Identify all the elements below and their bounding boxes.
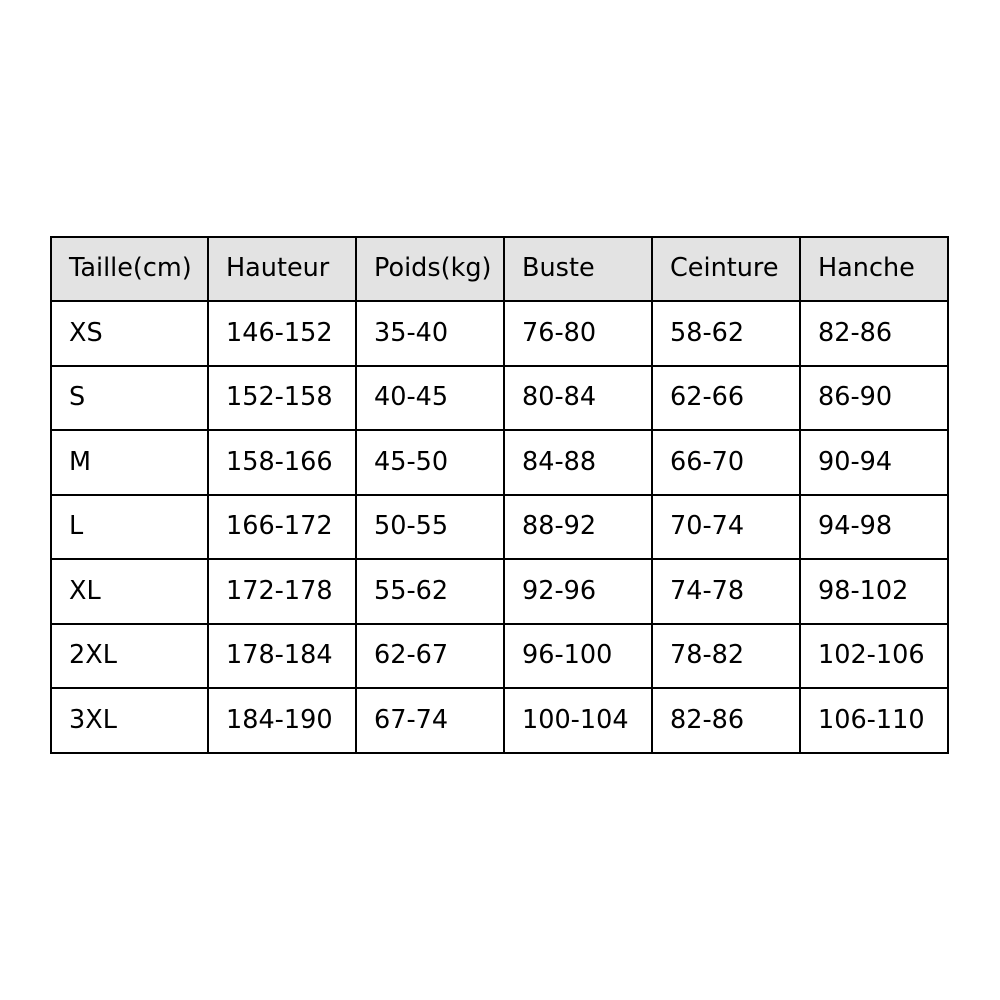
cell-ceinture: 78-82 [652, 624, 800, 689]
table-row [51, 495, 948, 560]
cell-ceinture: 58-62 [652, 301, 800, 366]
cell-hauteur: 146-152 [208, 301, 356, 366]
cell-size: L [51, 495, 208, 560]
column-header-hanche: Hanche [800, 237, 948, 301]
cell-size: 2XL [51, 624, 208, 689]
cell-hanche: 82-86 [800, 301, 948, 366]
table-row [51, 301, 948, 366]
column-header-hauteur: Hauteur [208, 237, 356, 301]
cell-poids: 35-40 [356, 301, 504, 366]
cell-poids: 62-67 [356, 624, 504, 689]
column-header-ceinture: Ceinture [652, 237, 800, 301]
cell-buste: 84-88 [504, 430, 652, 495]
cell-ceinture: 74-78 [652, 559, 800, 624]
cell-poids: 45-50 [356, 430, 504, 495]
cell-buste: 88-92 [504, 495, 652, 560]
header-row [51, 237, 948, 301]
cell-poids: 55-62 [356, 559, 504, 624]
cell-size: XL [51, 559, 208, 624]
column-header-buste: Buste [504, 237, 652, 301]
cell-buste: 100-104 [504, 688, 652, 753]
cell-poids: 50-55 [356, 495, 504, 560]
table-row [51, 366, 948, 431]
cell-hanche: 86-90 [800, 366, 948, 431]
cell-poids: 67-74 [356, 688, 504, 753]
cell-ceinture: 82-86 [652, 688, 800, 753]
cell-hanche: 102-106 [800, 624, 948, 689]
cell-buste: 80-84 [504, 366, 652, 431]
cell-size: 3XL [51, 688, 208, 753]
cell-hauteur: 166-172 [208, 495, 356, 560]
table-header [51, 237, 948, 301]
cell-hanche: 106-110 [800, 688, 948, 753]
cell-hanche: 98-102 [800, 559, 948, 624]
cell-ceinture: 66-70 [652, 430, 800, 495]
cell-buste: 76-80 [504, 301, 652, 366]
cell-hanche: 90-94 [800, 430, 948, 495]
cell-size: S [51, 366, 208, 431]
table-row [51, 559, 948, 624]
cell-size: XS [51, 301, 208, 366]
table-row [51, 624, 948, 689]
column-header-taille: Taille(cm) [51, 237, 208, 301]
cell-hauteur: 152-158 [208, 366, 356, 431]
cell-buste: 92-96 [504, 559, 652, 624]
cell-ceinture: 70-74 [652, 495, 800, 560]
cell-buste: 96-100 [504, 624, 652, 689]
table-row [51, 430, 948, 495]
column-header-poids: Poids(kg) [356, 237, 504, 301]
cell-size: M [51, 430, 208, 495]
cell-hauteur: 178-184 [208, 624, 356, 689]
cell-hanche: 94-98 [800, 495, 948, 560]
size-chart-container [50, 236, 947, 754]
cell-hauteur: 158-166 [208, 430, 356, 495]
cell-ceinture: 62-66 [652, 366, 800, 431]
cell-hauteur: 184-190 [208, 688, 356, 753]
cell-poids: 40-45 [356, 366, 504, 431]
cell-hauteur: 172-178 [208, 559, 356, 624]
table-row [51, 688, 948, 753]
size-chart-table [50, 236, 949, 754]
table-body [51, 301, 948, 753]
